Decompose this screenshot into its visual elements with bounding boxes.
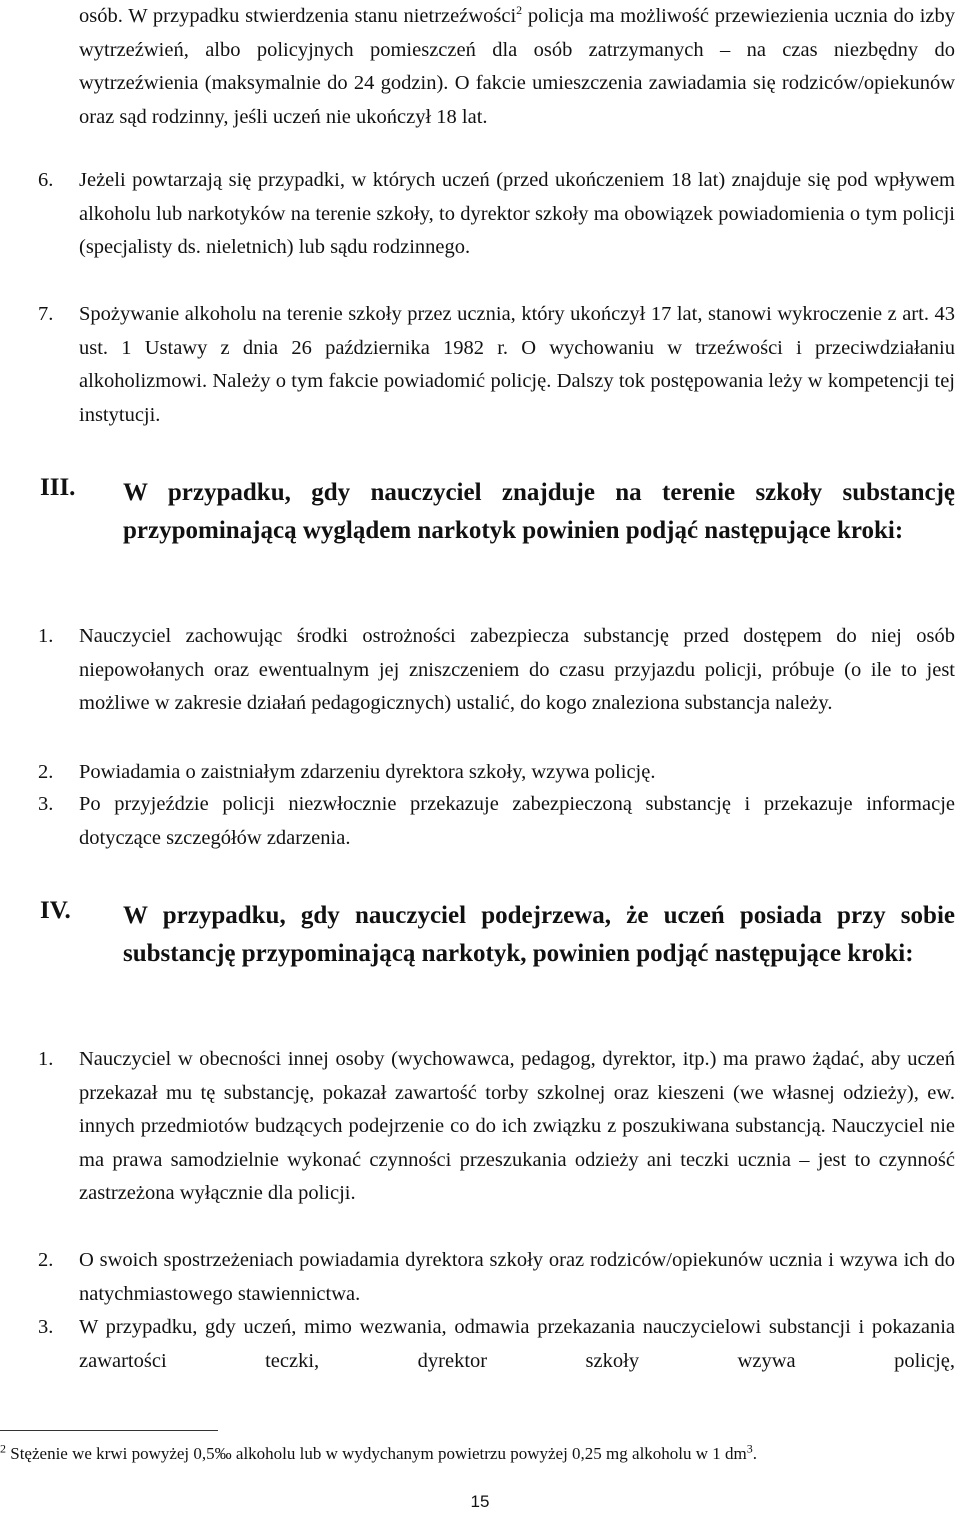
footnote-separator: [0, 1430, 218, 1431]
list-item-number: 6.: [38, 169, 54, 191]
section-iv-item-3: [38, 1311, 955, 1378]
footnote-text: Stężenie we krwi powyżej 0,5‰ alkoholu lub w wydychanym powietrzu powyżej 0,25 mg alkoholu w 1 dm: [6, 1444, 747, 1463]
list-item-text: W przypadku, gdy uczeń, mimo wezwania, odmawia przekazania nauczycielowi substancji i pokazania zawartości teczki, dyrektor szkoły wzywa policję,: [79, 1316, 955, 1372]
list-item-text: Spożywanie alkoholu na terenie szkoły przez ucznia, który ukończył 17 lat, stanowi wykroczenie z art. 43 ust. 1 Ustawy z dnia 26 października 1982 r. O wychowaniu w trzeźwości i przeciwdziałaniu alkoholizmowi. Należy o tym fakcie powiadomić policję. Dalszy tok postępowania leży w kompetencji tej instytucji.: [79, 303, 955, 426]
list-item-7: [38, 298, 955, 432]
list-item-number: 1.: [38, 625, 54, 647]
list-item-text: Nauczyciel zachowując środki ostrożności zabezpiecza substancję przed dostępem do niej osób niepowołanych oraz ewentualnym jej zniszczeniem do czasu przyjazdu policji, próbuje (o ile to jest możliwe w zakresie działań pedagogicznych) ustalić, do kogo znaleziona substancja należy.: [79, 625, 955, 714]
list-item-text: Po przyjeździe policji niezwłocznie przekazuje zabezpieczoną substancję i przekazuje informacje dotyczące szczegółów zdarzenia.: [79, 793, 955, 849]
footnote-superscript: 3: [746, 1441, 753, 1456]
list-item-text: Powiadamia o zaistniałym zdarzeniu dyrektora szkoły, wzywa policję.: [79, 761, 656, 783]
footnote: [0, 1443, 757, 1465]
footnote-number: 2: [0, 1441, 6, 1456]
section-iv-item-2: [38, 1244, 955, 1311]
footnote-reference: 2: [516, 3, 523, 18]
section-iv-heading: W przypadku, gdy nauczyciel podejrzewa, że uczeń posiada przy sobie substancję przypominającą narkotyk, powinien podjąć następujące kroki:: [123, 902, 955, 967]
list-item-number: 2.: [38, 1249, 54, 1271]
list-item-text: Nauczyciel w obecności innej osoby (wychowawca, pedagog, dyrektor, itp.) ma prawo żądać, aby uczeń przekazał mu tę substancję, pokazał zawartość torby szkolnej oraz kieszeni (we własnej odzieży), ew. innych przedmiotów budzących podejrzenie co do ich związku z poszukiwana substancją. Nauczyciel nie ma prawa samodzielnie wykonać czynności przeszukania odzieży ani teczki ucznia – jest to czynność zastrzeżona wyłącznie dla policji.: [79, 1048, 955, 1204]
intro-paragraph: [79, 0, 955, 134]
list-item-number: 7.: [38, 303, 54, 325]
list-item-text: Jeżeli powtarzają się przypadki, w których uczeń (przed ukończeniem 18 lat) znajduje się pod wpływem alkoholu lub narkotyków na terenie szkoły, to dyrektor szkoły ma obowiązek powiadomienia o tym policji (specjalisty ds. nieletnich) lub sądu rodzinnego.: [79, 169, 955, 258]
list-item-6: [38, 164, 955, 265]
section-iii-heading: W przypadku, gdy nauczyciel znajduje na terenie szkoły substancję przypominającą wyglądem narkotyk powinien podjąć następujące kroki:: [123, 479, 955, 544]
list-item-number: 3.: [38, 1316, 54, 1338]
section-iii-item-3: [38, 788, 955, 855]
intro-text-start: osób. W przypadku stwierdzenia stanu nietrzeźwości: [79, 5, 517, 27]
intro-text-end: policja ma możliwość przewiezienia ucznia do izby wytrzeźwień, albo policyjnych pomieszczeń dla osób zatrzymanych – na czas niezbędny do wytrzeźwienia (maksymalnie do 24 godzin). O fakcie umieszczenia zawiadamia się rodziców/opiekunów oraz sąd rodzinny, jeśli uczeń nie ukończył 18 lat.: [79, 5, 955, 128]
page-number: 15: [470, 1492, 490, 1511]
section-iii-number: III.: [40, 474, 76, 501]
list-item-number: 1.: [38, 1048, 54, 1070]
list-item-text: O swoich spostrzeżeniach powiadamia dyrektora szkoły oraz rodziców/opiekunów ucznia i wzywa ich do natychmiastowego stawiennictwa.: [79, 1249, 955, 1305]
list-item-number: 3.: [38, 793, 54, 815]
footnote-text-end: .: [752, 1444, 758, 1463]
section-iii-item-2: [38, 756, 955, 790]
list-item-number: 2.: [38, 761, 54, 783]
section-iv-number: IV.: [40, 897, 71, 924]
section-iv-item-1: [38, 1043, 955, 1211]
section-iii-item-1: [38, 620, 955, 721]
